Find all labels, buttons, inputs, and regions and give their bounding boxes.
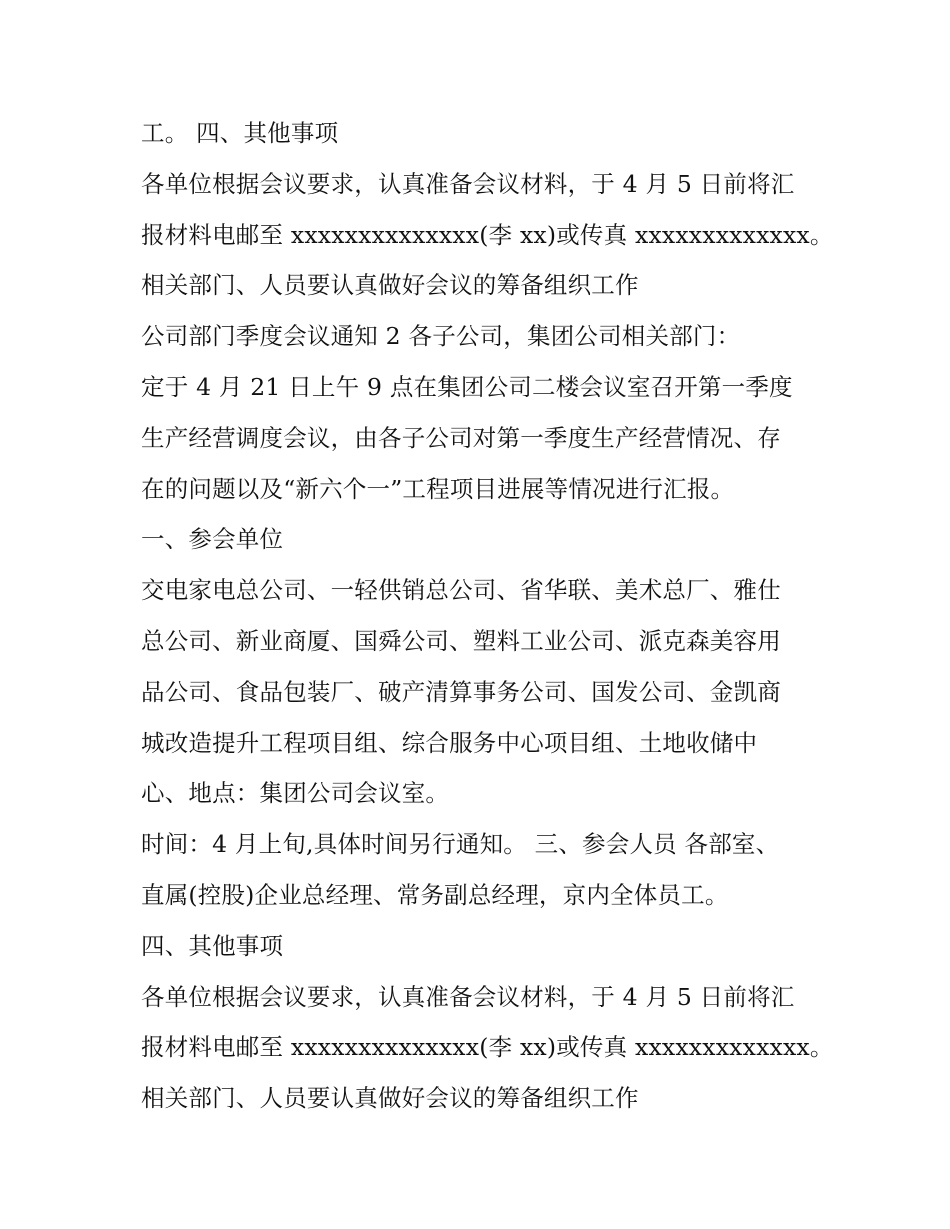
text-line: 交电家电总公司、一轻供销总公司、省华联、美术总厂、雅仕 [141,576,781,605]
text-line: 公司部门季度会议通知 2 各子公司，集团公司相关部门： [141,322,741,351]
text-line: 生产经营调度会议，由各子公司对第一季度生产经营情况、存 [141,423,781,452]
text-line: 相关部门、人员要认真做好会议的筹备组织工作 [141,271,639,300]
text-line: 工。 四、其他事项 [141,119,339,147]
text-line: 城改造提升工程项目组、综合服务中心项目组、土地收储中 [141,728,758,757]
text-line: 各单位根据会议要求，认真准备会议材料，于 4 月 5 日前将汇 [141,982,795,1011]
text-line: 相关部门、人员要认真做好会议的筹备组织工作 [141,1084,639,1113]
text-line: 时间：4 月上旬,具体时间另行通知。 三、参会人员 各部室、 [141,830,780,859]
text-line: 定于 4 月 21 日上午 9 点在集团公司二楼会议室召开第一季度 [141,372,793,401]
section-heading: 四、其他事项 [141,931,284,960]
document-body [141,108,834,1124]
text-line: 报材料电邮至 xxxxxxxxxxxxxx(李 xx)或传真 xxxxxxxxxxxxx。 [141,1033,834,1062]
section-heading: 一、参会单位 [141,525,284,554]
text-line: 在的问题以及“新六个一”工程项目进展等情况进行汇报。 [141,474,735,503]
text-line: 心、地点：集团公司会议室。 [141,779,450,808]
text-line: 品公司、食品包装厂、破产清算事务公司、国发公司、金凯商 [141,677,781,706]
text-line: 总公司、新业商厦、国舜公司、塑料工业公司、派克森美容用 [141,626,781,655]
text-line: 直属(控股)企业总经理、常务副总经理，京内全体员工。 [141,880,729,909]
text-line: 各单位根据会议要求，认真准备会议材料，于 4 月 5 日前将汇 [141,169,795,198]
text-line: 报材料电邮至 xxxxxxxxxxxxxx(李 xx)或传真 xxxxxxxxxxxxx。 [141,220,834,249]
